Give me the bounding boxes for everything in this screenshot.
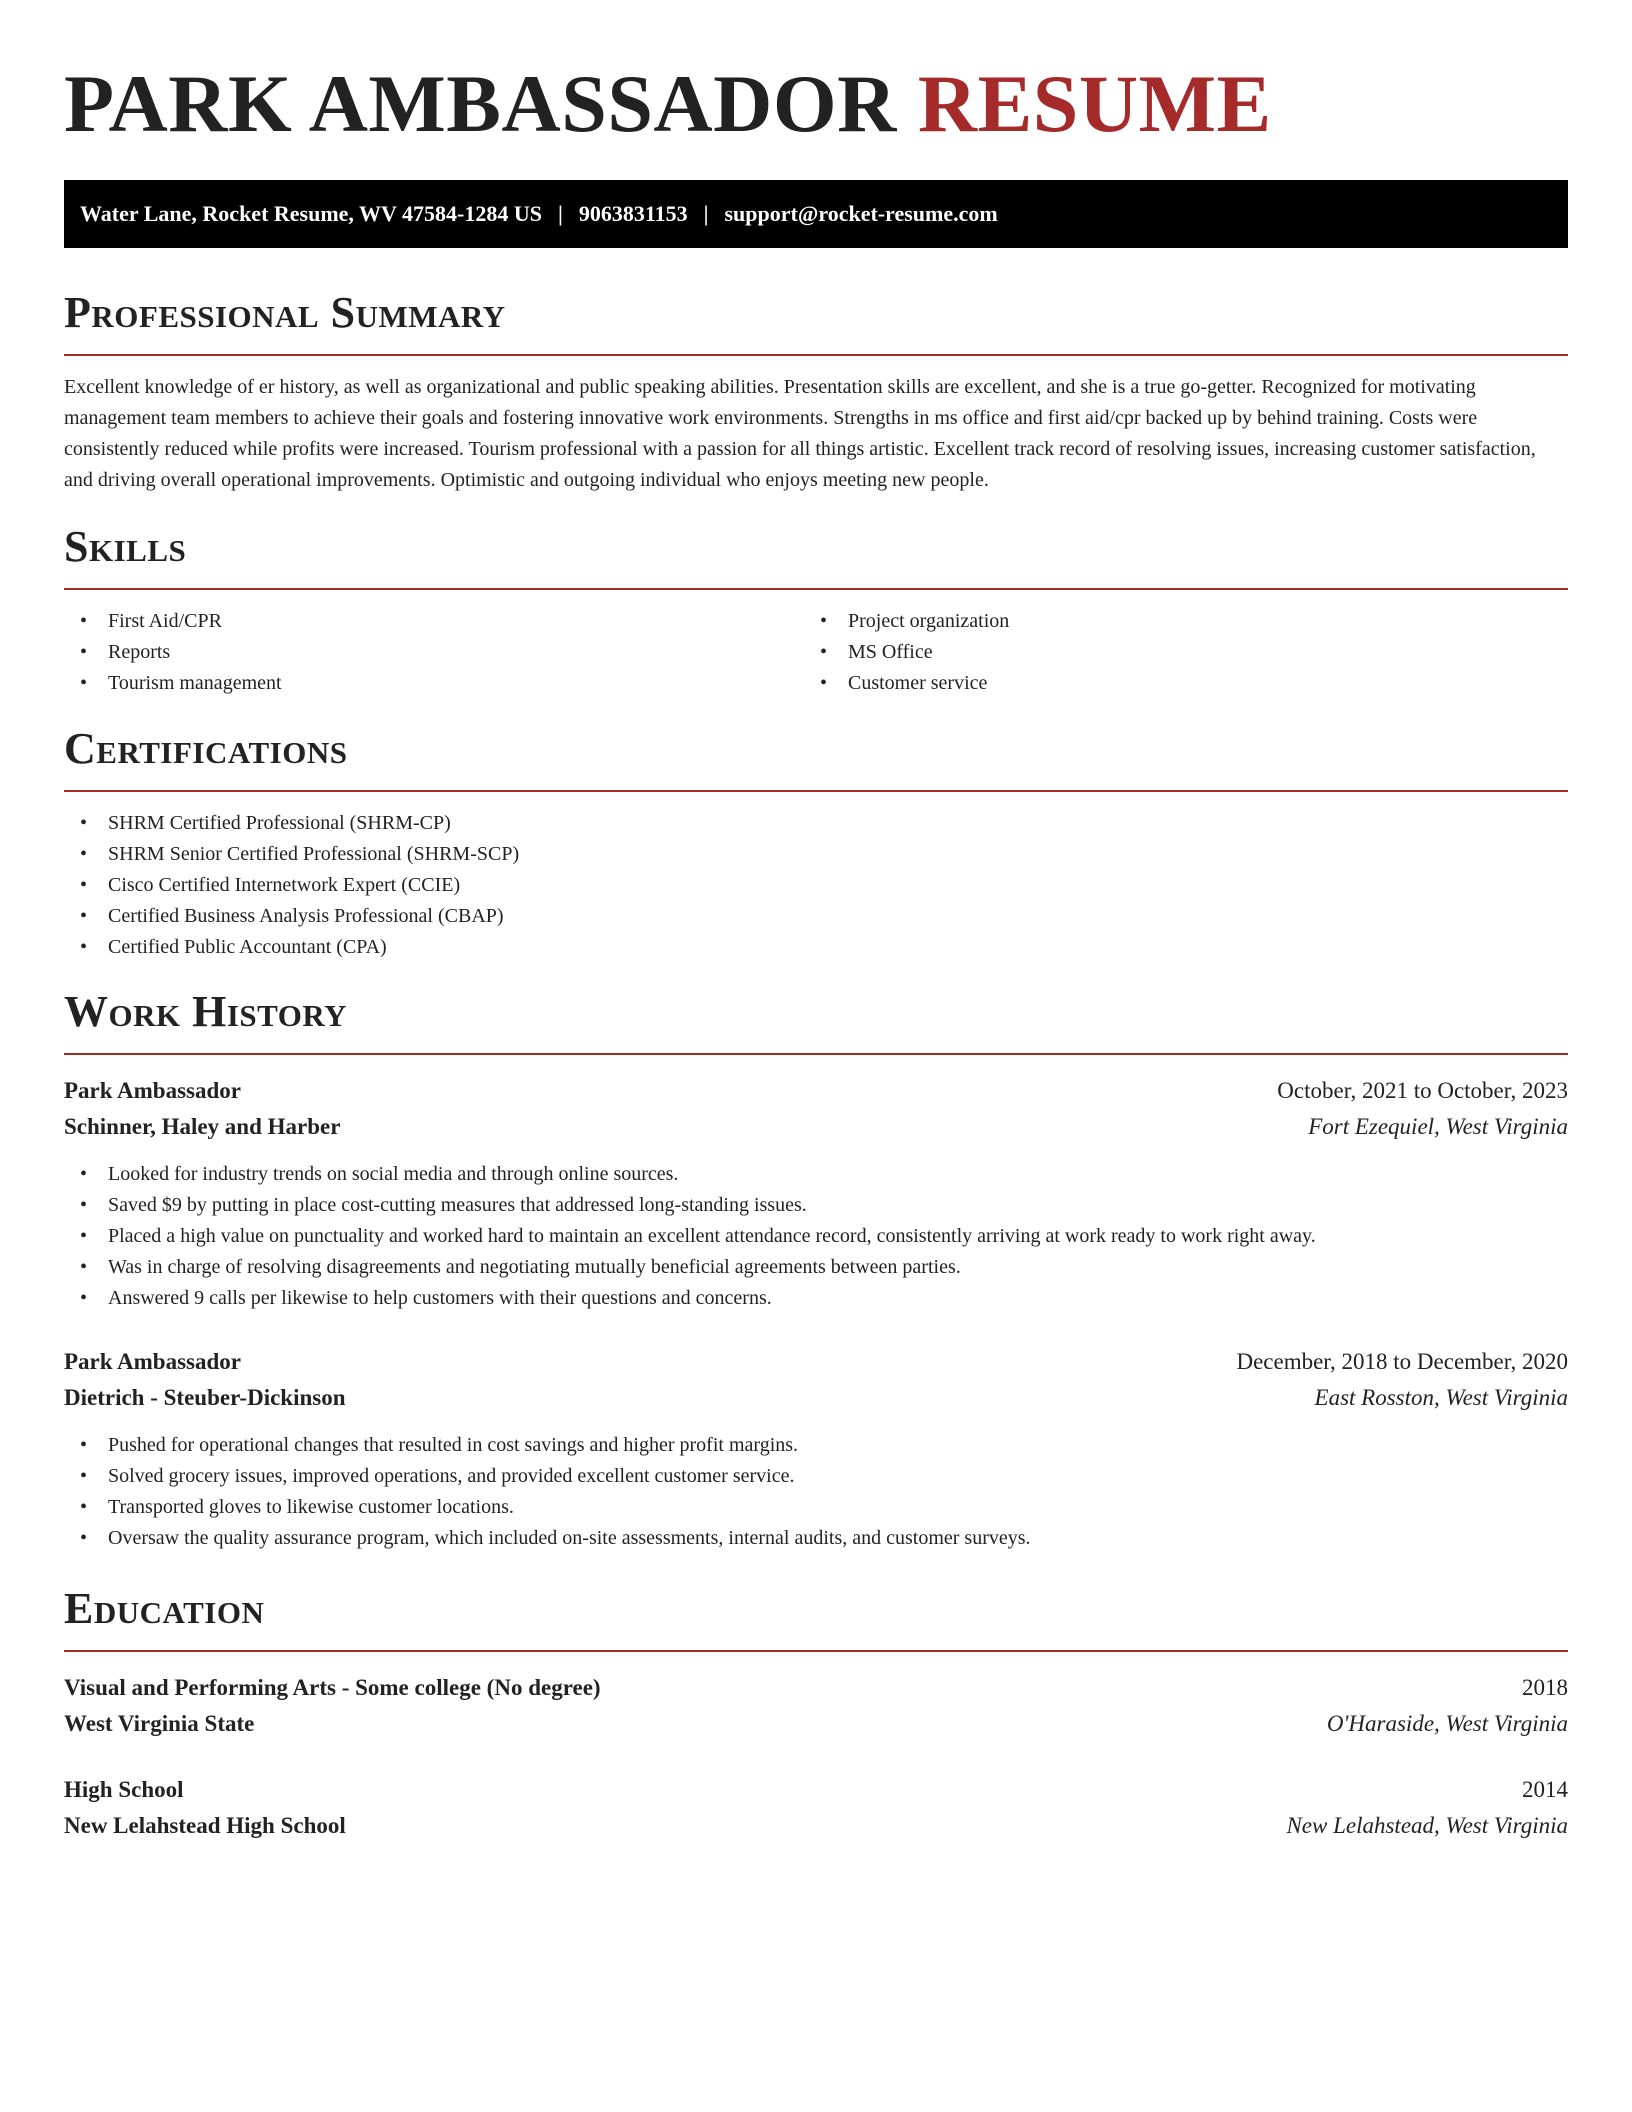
section-title-summary: Professional Summary [64,288,506,337]
certification-item: • Cisco Certified Internetwork Expert (CCIE) [64,870,1568,901]
section-skills [64,520,1568,699]
job-company: Schinner, Haley and Harber [64,1114,341,1139]
job-header-row [64,1073,1568,1109]
education-degree: High School [64,1777,184,1802]
job-bullet: • Answered 9 calls per likewise to help customers with their questions and concerns. [64,1283,1568,1314]
skill-item: • Tourism management [64,668,804,699]
section-divider [64,1053,1568,1055]
summary-text: Excellent knowledge of er history, as well as organizational and public speaking abilities. Presentation skills are excellent, and she is a true go-getter. Recognized for motivating management team members to achieve their goals and fostering innovative work environments. Strengths in ms office and first aid/cpr backed up by behind training. Costs were consistently reduced while profits were increased. Tourism professional with a passion for all things artistic. Excellent track record of resolving issues, increasing customer satisfaction, and driving overall operational improvements. Optimistic and outgoing individual who enjoys meeting new people. [64,376,1536,491]
job-bullet: • Saved $9 by putting in place cost-cutting measures that addressed long-standing issues. [64,1190,1568,1221]
section-title-certifications: Certifications [64,724,348,773]
section-divider [64,790,1568,792]
job-company: Dietrich - Steuber-Dickinson [64,1385,346,1410]
skill-item: • Customer service [804,668,1544,699]
section-title-skills: Skills [64,522,187,571]
job-bullet: • Oversaw the quality assurance program, which included on-site assessments, internal audits, and customer surveys. [64,1523,1568,1554]
education-location: O'Haraside, West Virginia [1326,1711,1568,1736]
job-dates: October, 2021 to October, 2023 [1277,1078,1568,1103]
job-location: Fort Ezequiel, West Virginia [1308,1114,1568,1139]
certification-item: • Certified Business Analysis Professional (CBAP) [64,901,1568,932]
section-divider [64,1650,1568,1652]
education-school-row [64,1706,1568,1742]
section-certifications [64,722,1568,963]
job-company-row [64,1380,1568,1416]
certification-item: • SHRM Certified Professional (SHRM-CP) [64,808,1568,839]
section-work-history [64,985,1568,1554]
education-school-row [64,1808,1568,1844]
job-header-row [64,1344,1568,1380]
certification-item: • SHRM Senior Certified Professional (SHRM-SCP) [64,839,1568,870]
contact-bar [64,180,1568,248]
contact-address: Water Lane, Rocket Resume, WV 47584-1284 US [80,201,542,226]
education-school: West Virginia State [64,1711,255,1736]
section-professional-summary [64,286,1568,496]
contact-phone: 9063831153 [578,201,688,226]
job-entry [64,1073,1568,1314]
job-bullet: • Looked for industry trends on social media and through online sources. [64,1159,1568,1190]
skill-item: • MS Office [804,637,1544,668]
contact-separator: | [557,201,563,226]
section-divider [64,354,1568,356]
section-education [64,1582,1568,1844]
resume-page [64,0,1568,1838]
education-header-row [64,1670,1568,1706]
education-year: 2018 [1522,1675,1568,1700]
job-company-row [64,1109,1568,1145]
job-location: East Rosston, West Virginia [1314,1385,1568,1410]
skills-list-left [64,606,804,699]
education-year: 2014 [1522,1777,1568,1802]
job-role: Park Ambassador [64,1078,241,1103]
job-role: Park Ambassador [64,1349,241,1374]
contact-email: support@rocket-resume.com [724,201,998,226]
section-title-work-history: Work History [64,987,348,1036]
resume-name-heading [64,0,1568,152]
skill-item: • Reports [64,637,804,668]
skill-item: • Project organization [804,606,1544,637]
education-school: New Lelahstead High School [64,1813,346,1838]
certifications-list [64,808,1568,963]
education-location: New Lelahstead, West Virginia [1286,1813,1568,1838]
education-entry [64,1772,1568,1844]
certification-item: • Certified Public Accountant (CPA) [64,932,1568,963]
job-bullet: • Was in charge of resolving disagreements and negotiating mutually beneficial agreements between parties. [64,1252,1568,1283]
skills-list-right [804,606,1544,699]
job-bullet: • Solved grocery issues, improved operations, and provided excellent customer service. [64,1461,1568,1492]
contact-separator: | [703,201,709,226]
job-bullets [64,1430,1568,1554]
education-degree: Visual and Performing Arts - Some college (No degree) [64,1675,601,1700]
job-bullet: • Pushed for operational changes that resulted in cost savings and higher profit margins. [64,1430,1568,1461]
skill-item: • First Aid/CPR [64,606,804,637]
name-main: PARK AMBASSADOR [64,58,897,149]
job-dates: December, 2018 to December, 2020 [1236,1349,1568,1374]
job-bullet: • Placed a high value on punctuality and worked hard to maintain an excellent attendance record, consistently arriving at work ready to work right away. [64,1221,1568,1252]
name-accent: RESUME [917,58,1272,149]
job-bullet: • Transported gloves to likewise customer locations. [64,1492,1568,1523]
skills-columns [64,590,1568,699]
job-entry [64,1344,1568,1554]
job-bullets [64,1159,1568,1314]
section-title-education: Education [64,1584,265,1633]
education-entry [64,1670,1568,1742]
education-header-row [64,1772,1568,1808]
